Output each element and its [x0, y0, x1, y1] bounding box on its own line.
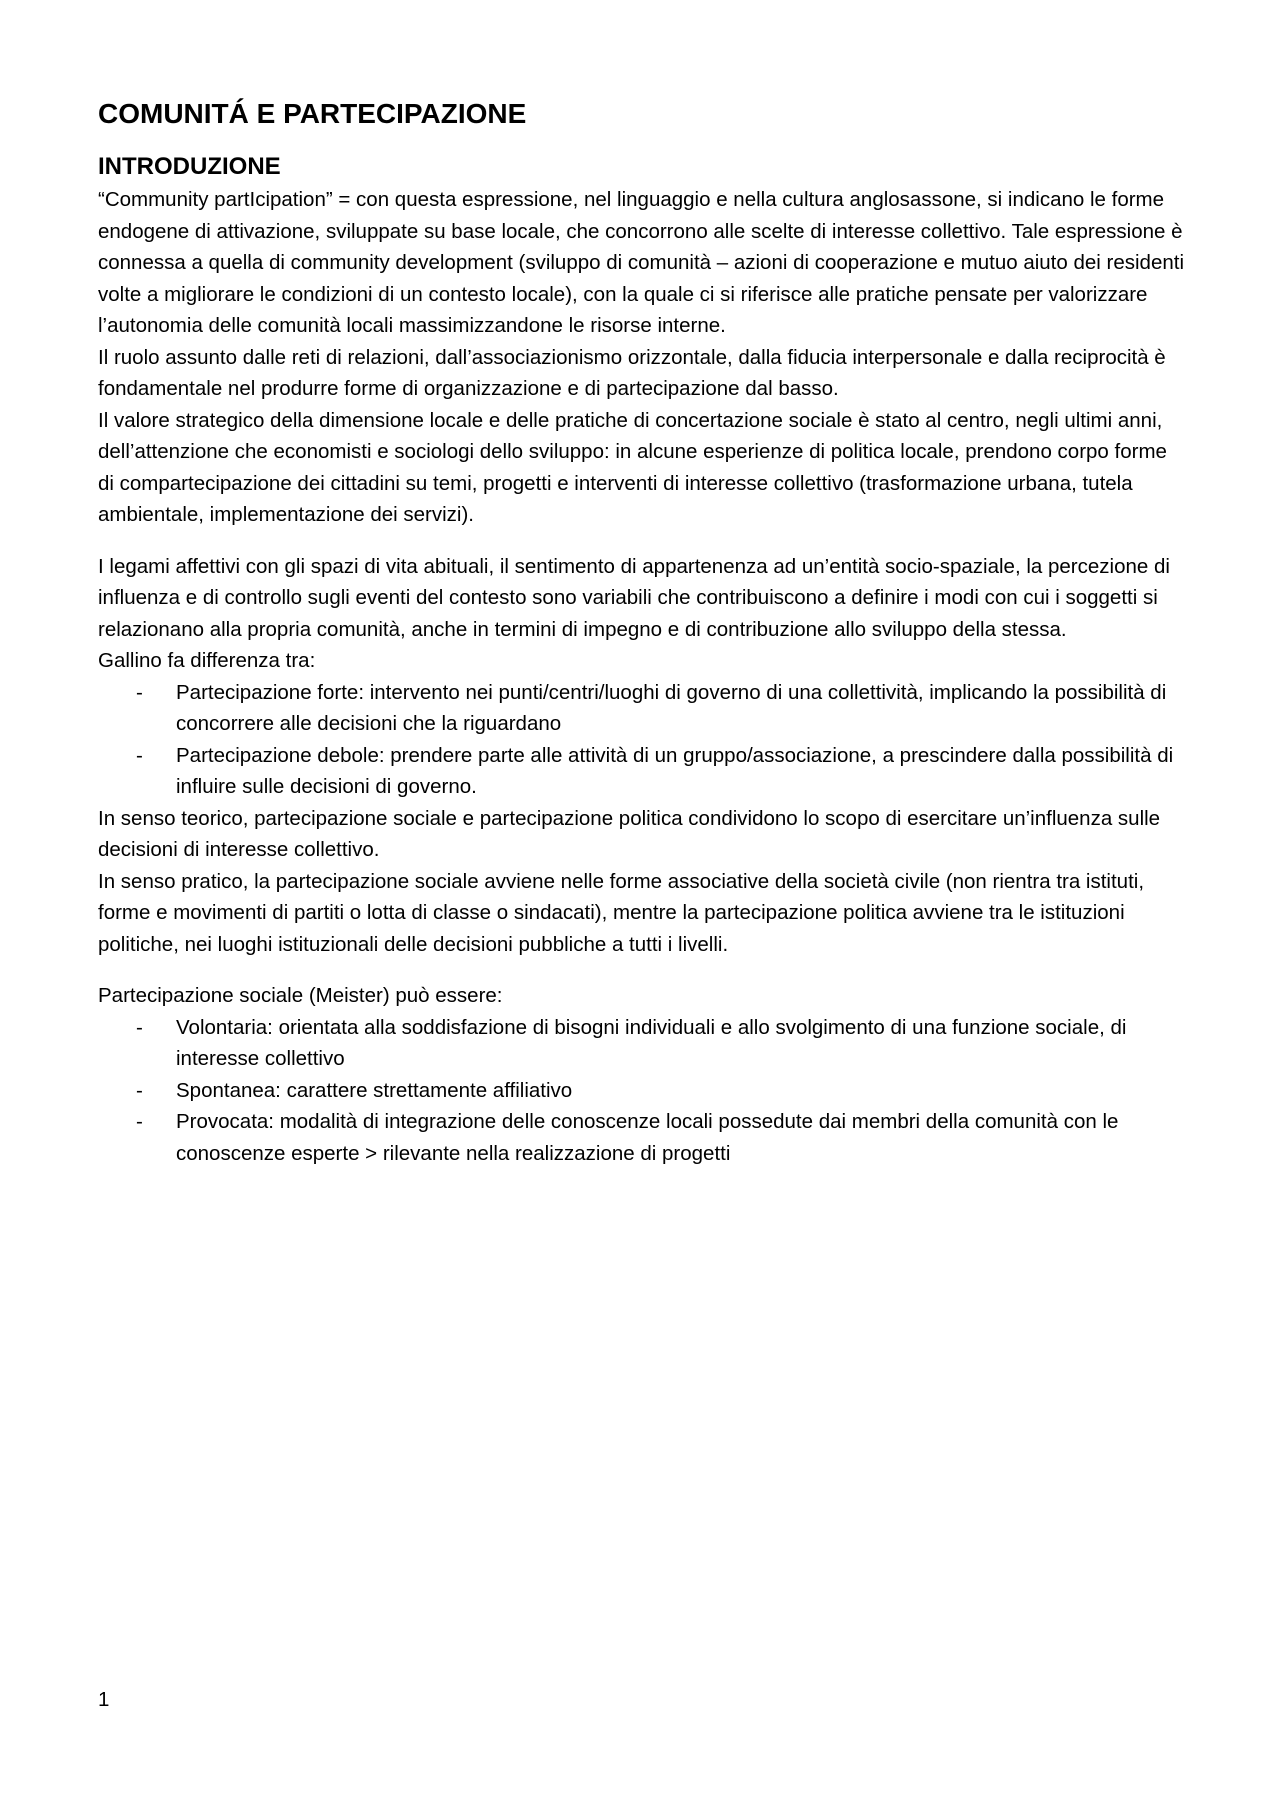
list-item [98, 1106, 1188, 1169]
paragraph-legami-affettivi: I legami affettivi con gli spazi di vita abituali, il sentimento di appartenenza ad un’entità socio-spaziale, la percezione di influenza e di controllo sugli eventi del contesto sono variabili che contribuiscono a definire i modi con cui i soggetti si relazionano alla propria comunità, anche in termini di impegno e di contribuzione allo sviluppo della stessa. [98, 554, 1170, 641]
paragraph-meister-intro: Partecipazione sociale (Meister) può essere: [98, 984, 503, 1007]
list-marker: - [136, 1015, 143, 1039]
gallino-list [98, 677, 1188, 803]
list-item-text: Volontaria: orientata alla soddisfazione di bisogni individuali e allo svolgimento di una funzione sociale, di interesse collettivo [176, 1015, 1127, 1070]
list-item [98, 1012, 1188, 1075]
paragraph-community-participation: “Community partIcipation” = con questa espressione, nel linguaggio e nella cultura anglosassone, si indicano le forme endogene di attivazione, sviluppate su base locale, che concorrono alle scelte di interesse collettivo. Tale espressione è connessa a quella di community development (sviluppo di comunità – azioni di cooperazione e mutuo aiuto dei residenti volte a migliorare le condizioni di un contesto locale), con la quale ci si riferisce alle pratiche pensate per valorizzare l’autonomia delle comunità locali massimizzandone le risorse interne. [98, 188, 1184, 337]
page-number: 1 [98, 1688, 110, 1711]
list-item-text: Provocata: modalità di integrazione delle conoscenze locali possedute dai membri della comunità con le conoscenze esperte > rilevante nella realizzazione di progetti [176, 1110, 1119, 1165]
paragraph-valore-strategico: Il valore strategico della dimensione locale e delle pratiche di concertazione sociale è stato al centro, negli ultimi anni, dell’attenzione che economisti e sociologi dello sviluppo: in alcune esperienze di politica locale, prendono corpo forme di compartecipazione dei cittadini su temi, progetti e interventi di interesse collettivo (trasformazione urbana, tutela ambientale, implementazione dei servizi). [98, 408, 1167, 526]
paragraph-spacer [98, 531, 1188, 551]
list-item [98, 740, 1188, 803]
meister-list [98, 1012, 1188, 1170]
list-item [98, 677, 1188, 740]
paragraph-senso-pratico: In senso pratico, la partecipazione sociale avviene nelle forme associative della società civile (non rientra tra istituti, forme e movimenti di partiti o lotta di classe o sindacati), mentre la partecipazione politica avviene tra le istituzioni politiche, nei luoghi istituzionali delle decisioni pubbliche a tutti i livelli. [98, 869, 1145, 956]
section-heading-introduzione: INTRODUZIONE [98, 153, 281, 180]
document-title: COMUNITÁ E PARTECIPAZIONE [98, 98, 527, 129]
list-item-text: Partecipazione debole: prendere parte alle attività di un gruppo/associazione, a prescindere dalla possibilità di influire sulle decisioni di governo. [176, 743, 1174, 798]
list-item-text: Partecipazione forte: intervento nei punti/centri/luoghi di governo di una collettività, implicando la possibilità di concorrere alle decisioni che la riguardano [176, 680, 1167, 735]
list-item-text: Spontanea: carattere strettamente affiliativo [176, 1078, 573, 1102]
paragraph-gallino-intro: Gallino fa differenza tra: [98, 649, 316, 672]
list-item [98, 1075, 1188, 1107]
list-marker: - [136, 680, 143, 704]
list-marker: - [136, 1078, 143, 1102]
list-marker: - [136, 1110, 143, 1133]
paragraph-senso-teorico: In senso teorico, partecipazione sociale e partecipazione politica condividono lo scopo di esercitare un’influenza sulle decisioni di interesse collettivo. [98, 806, 1161, 861]
paragraph-spacer [98, 960, 1188, 980]
list-marker: - [136, 743, 143, 767]
document-page [98, 96, 1188, 1169]
paragraph-reti-relazioni: Il ruolo assunto dalle reti di relazioni, dall’associazionismo orizzontale, dalla fiducia interpersonale e dalla reciprocità è fondamentale nel produrre forme di organizzazione e di partecipazione dal basso. [98, 345, 1166, 400]
